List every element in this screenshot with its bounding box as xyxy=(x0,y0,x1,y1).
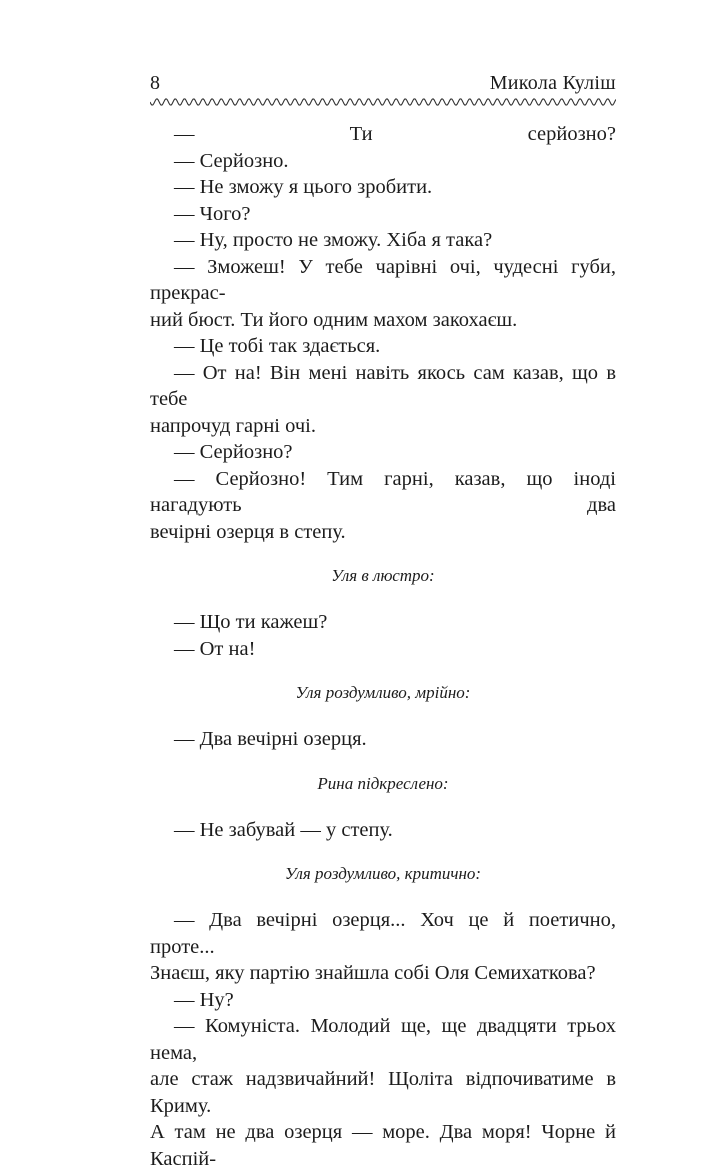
dialogue-line: — Серйозно! Тим гарні, казав, що іноді нагадують два xyxy=(150,467,616,516)
dialogue-line: — Чого? xyxy=(174,202,251,225)
dialogue-line: — Два вечірні озерця... Хоч це й поетично, проте... xyxy=(150,909,616,958)
stage-direction: Рина підкреслено: xyxy=(317,773,449,793)
dialogue-line-continuation: але стаж надзвичайний! Щоліта відпочиватиме в Криму. xyxy=(150,1068,616,1117)
dialogue-line-continuation: А там не два озерця — море. Два моря! Чорне й Каспій- xyxy=(150,1121,616,1170)
dialogue-line: — Зможеш! У тебе чарівні очі, чудесні губи, прекрас- xyxy=(150,255,616,304)
dialogue-line: — Це тобі так здається. xyxy=(174,335,381,357)
dialogue-line-continuation: напрочуд гарні очі. xyxy=(150,414,316,437)
decorative-wave-divider xyxy=(150,95,616,109)
dialogue-line: — Не забувай — у степу. xyxy=(174,818,393,841)
dialogue-line: — От на! xyxy=(174,637,256,660)
dialogue-line: — Ну? xyxy=(174,988,234,1011)
dialogue-line-continuation: вечірні озерця в степу. xyxy=(150,520,346,543)
stage-direction: Уля роздумливо, мрійно: xyxy=(295,683,471,702)
dialogue-line: — Два вечірні озерця. xyxy=(174,728,367,750)
page-body xyxy=(150,121,616,1172)
stage-direction: Уля в люстро: xyxy=(331,566,435,585)
dialogue-line-continuation: Знаєш, яку партію знайшла собі Оля Семихаткова? xyxy=(150,962,596,984)
dialogue-line: — Комуніста. Молодий ще, ще двадцяти трьох нема, xyxy=(150,1015,616,1064)
page-header xyxy=(150,70,616,96)
dialogue-line: — Ти серйозно? xyxy=(174,123,616,145)
stage-direction: Уля роздумливо, критично: xyxy=(284,864,482,883)
running-head-author: Микола Куліш xyxy=(489,72,616,94)
dialogue-line: — Серйозно. xyxy=(174,149,289,172)
dialogue-line: — Серйозно? xyxy=(174,441,293,463)
dialogue-line: — Що ти кажеш? xyxy=(174,611,328,633)
dialogue-line: — Не зможу я цього зробити. xyxy=(174,176,433,198)
dialogue-line-continuation: ний бюст. Ти його одним махом закохаєш. xyxy=(150,308,518,331)
page-number: 8 xyxy=(150,72,160,94)
dialogue-line: — Ну, просто не зможу. Хіба я така? xyxy=(174,229,493,251)
dialogue-line: — От на! Він мені навіть якось сам казав, що в тебе xyxy=(150,361,616,410)
